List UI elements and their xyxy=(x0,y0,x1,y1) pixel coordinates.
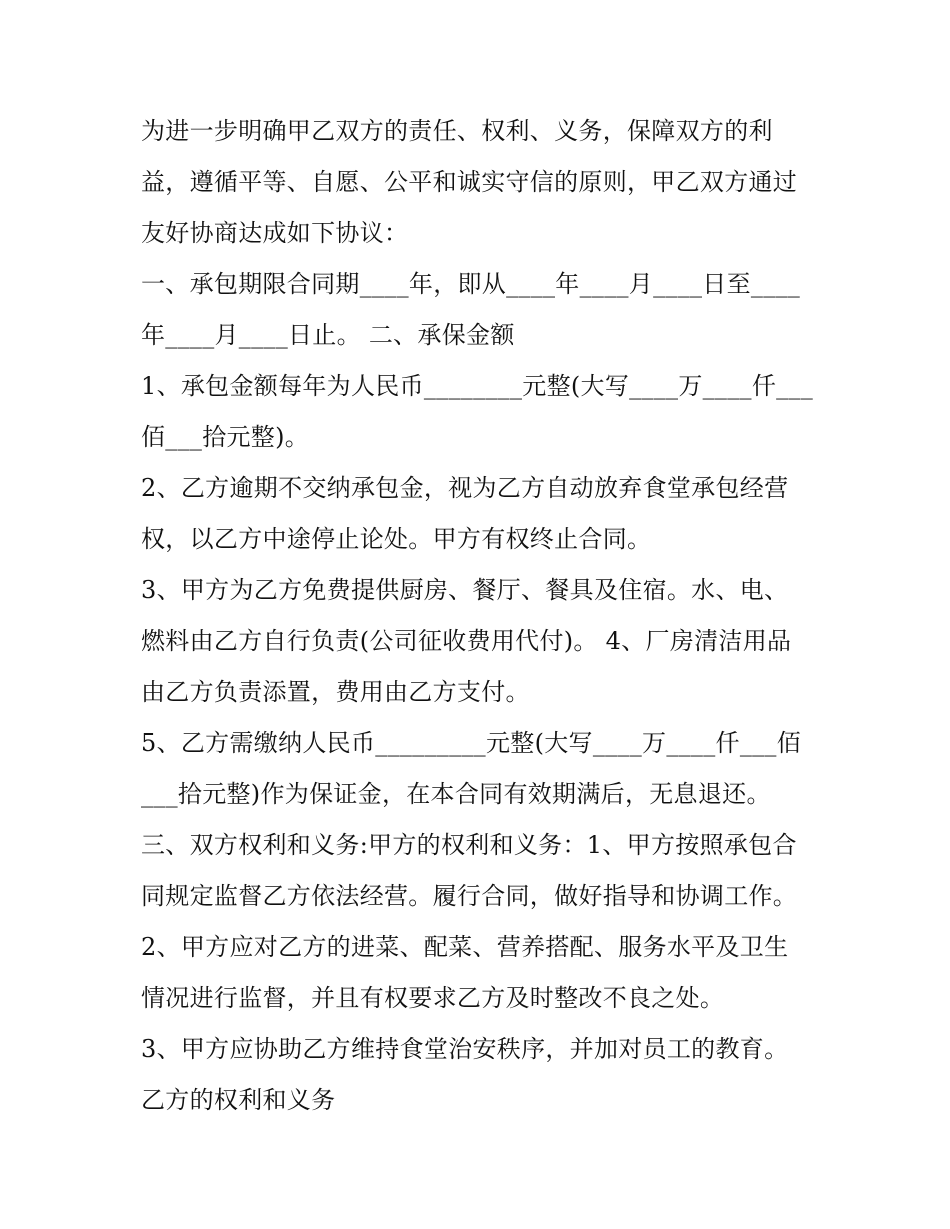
text-line: ___拾元整)作为保证金，在本合同有效期满后，无息退还。 xyxy=(141,780,771,808)
text-line: 2、乙方逾期不交纳承包金，视为乙方自动放弃食堂承包经营 xyxy=(141,474,789,502)
text-line: 益，遵循平等、自愿、公平和诚实守信的原则，甲乙双方通过 xyxy=(141,168,798,196)
text-line: 佰___拾元整)。 xyxy=(141,423,310,451)
text-line: 同规定监督乙方依法经营。履行合同，做好指导和协调工作。 xyxy=(141,882,798,910)
text-line: 1、承包金额每年为人民币________元整(大写____万____仟___ xyxy=(141,372,814,400)
text-line: 燃料由乙方自行负责(公司征收费用代付)。 4、厂房清洁用品 xyxy=(141,627,792,655)
text-line: 一、承包期限合同期____年，即从____年____月____日至____ xyxy=(141,270,801,298)
text-line: 年____月____日止。 二、承保金额 xyxy=(141,321,515,349)
text-line: 权，以乙方中途停止论处。甲方有权终止合同。 xyxy=(141,525,652,553)
text-line: 三、双方权利和义务:甲方的权利和义务：1、甲方按照承包合 xyxy=(141,831,797,859)
text-line: 乙方的权利和义务 xyxy=(141,1086,336,1114)
text-line: 情况进行监督，并且有权要求乙方及时整改不良之处。 xyxy=(141,984,725,1012)
text-line: 3、甲方为乙方免费提供厨房、餐厅、餐具及住宿。水、电、 xyxy=(141,576,789,604)
text-line: 友好协商达成如下协议： xyxy=(141,219,409,247)
text-line: 由乙方负责添置，费用由乙方支付。 xyxy=(141,678,530,706)
text-line: 5、乙方需缴纳人民币_________元整(大写____万____仟___佰 xyxy=(141,729,802,757)
text-line: 3、甲方应协助乙方维持食堂治安秩序，并加对员工的教育。 xyxy=(141,1035,789,1063)
contract-body xyxy=(141,106,831,1126)
text-line: 2、甲方应对乙方的进菜、配菜、营养搭配、服务水平及卫生 xyxy=(141,933,789,961)
text-line: 为进一步明确甲乙双方的责任、权利、义务，保障双方的利 xyxy=(141,117,773,145)
